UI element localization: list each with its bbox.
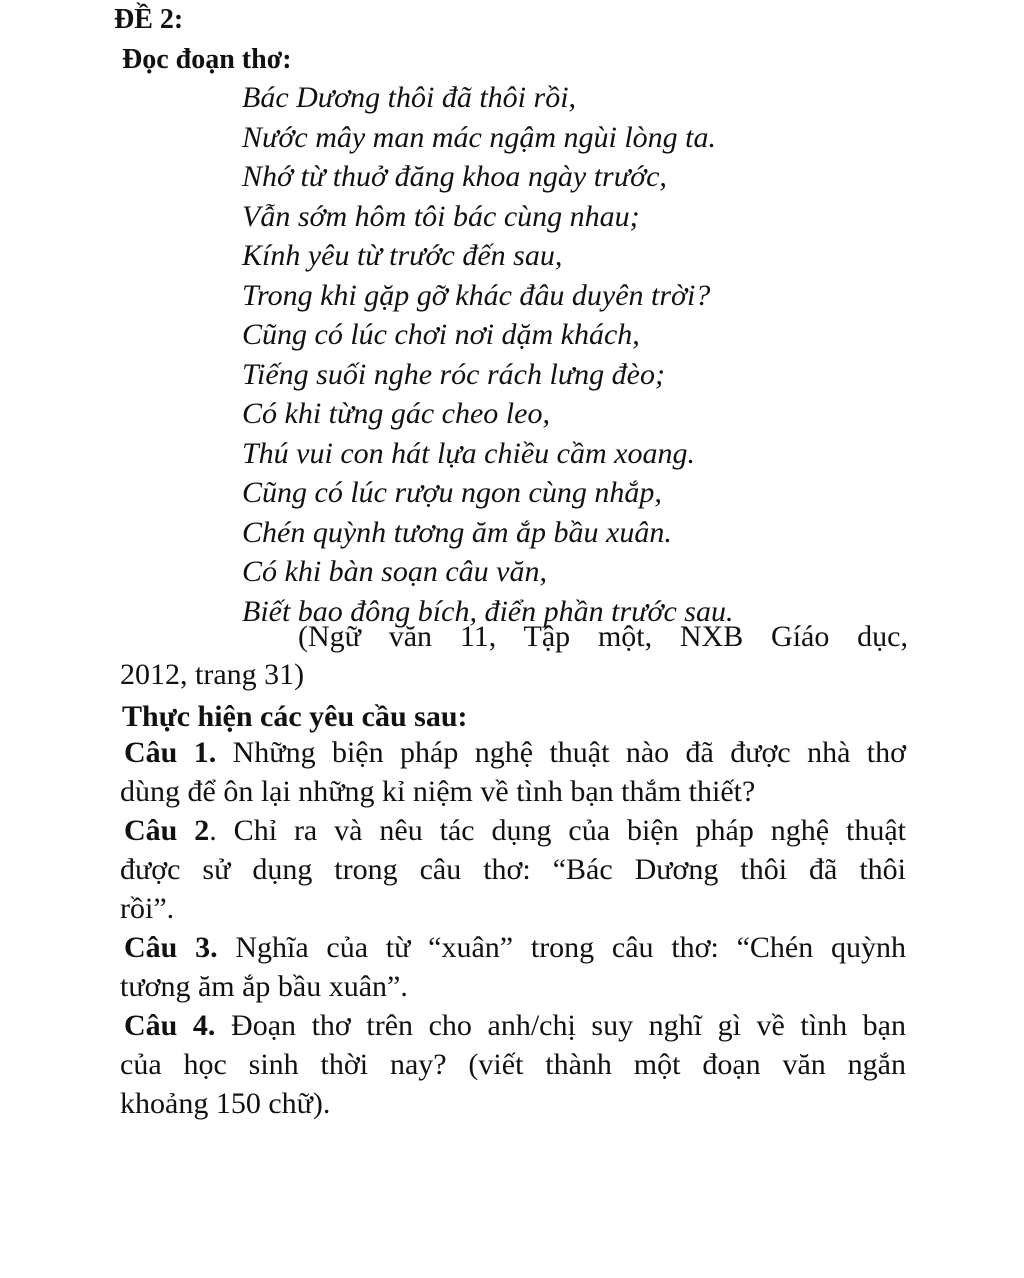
poem-line: Cũng có lúc chơi nơi dặm khách,	[242, 318, 640, 351]
question-label: Câu 4.	[124, 1009, 216, 1042]
question-line	[120, 1006, 906, 1045]
poem-line: Nhớ từ thuở đăng khoa ngày trước,	[242, 160, 667, 193]
poem-line: Tiếng suối nghe róc rách lưng đèo;	[242, 357, 665, 391]
question-line	[120, 733, 906, 772]
reading-instruction: Đọc đoạn thơ:	[122, 44, 292, 75]
question-line	[120, 811, 906, 850]
question-line: được sử dụng trong câu thơ: “Bác Dương thôi đã thôi	[120, 853, 906, 886]
poem-line: Chén quỳnh tương ăm ắp bầu xuân.	[242, 515, 672, 549]
poem-line: Có khi bàn soạn câu văn,	[242, 555, 547, 588]
question-line: tương ăm ắp bầu xuân”.	[120, 970, 408, 1003]
question-line	[120, 928, 906, 967]
question-3	[120, 928, 906, 1006]
poem-line: Trong khi gặp gỡ khác đâu duyên trời?	[242, 278, 711, 312]
question-2	[120, 811, 906, 928]
question-label: Câu 3.	[124, 931, 218, 964]
poem-line: Kính yêu từ trước đến sau,	[242, 239, 563, 272]
poem-line: Nước mây man mác ngậm ngùi lòng ta.	[242, 120, 716, 154]
question-4	[120, 1006, 906, 1123]
question-label: Câu 1.	[124, 736, 217, 769]
tasks-title: Thực hiện các yêu cầu sau:	[122, 700, 468, 733]
poem-source-line-1: (Ngữ văn 11, Tập một, NXB Gíáo dục,	[298, 620, 908, 653]
question-text: . Chỉ ra và nêu tác dụng của biện pháp nghệ thuật	[209, 814, 906, 847]
question-line: của học sinh thời nay? (viết thành một đoạn văn ngắn	[120, 1048, 906, 1081]
poem-line: Biết bao đông bích, điển phần trước sau.	[242, 594, 734, 628]
question-text: Nghĩa của từ “xuân” trong câu thơ: “Chén quỳnh	[217, 931, 906, 964]
question-line: dùng để ôn lại những kỉ niệm về tình bạn thắm thiết?	[120, 775, 756, 808]
poem	[242, 78, 942, 631]
question-text: Những biện pháp nghệ thuật nào đã được nhà thơ	[216, 736, 906, 769]
poem-source-line-2: 2012, trang 31)	[120, 658, 305, 691]
question-text: Đoạn thơ trên cho anh/chị suy nghĩ gì về tình bạn	[215, 1009, 906, 1042]
question-list	[120, 733, 906, 1123]
poem-line: Thú vui con hát lựa chiều cầm xoang.	[242, 436, 695, 470]
poem-line: Cũng có lúc rượu ngon cùng nhắp,	[242, 476, 662, 509]
question-label: Câu 2	[124, 814, 210, 847]
question-line: rồi”.	[120, 892, 175, 925]
question-1	[120, 733, 906, 811]
question-line: khoảng 150 chữ).	[120, 1087, 331, 1120]
exam-heading: ĐỀ 2:	[114, 4, 184, 35]
poem-line: Vẫn sớm hôm tôi bác cùng nhau;	[242, 199, 640, 233]
poem-line: Bác Dương thôi đã thôi rồi,	[242, 81, 577, 114]
poem-line: Có khi từng gác cheo leo,	[242, 397, 550, 430]
